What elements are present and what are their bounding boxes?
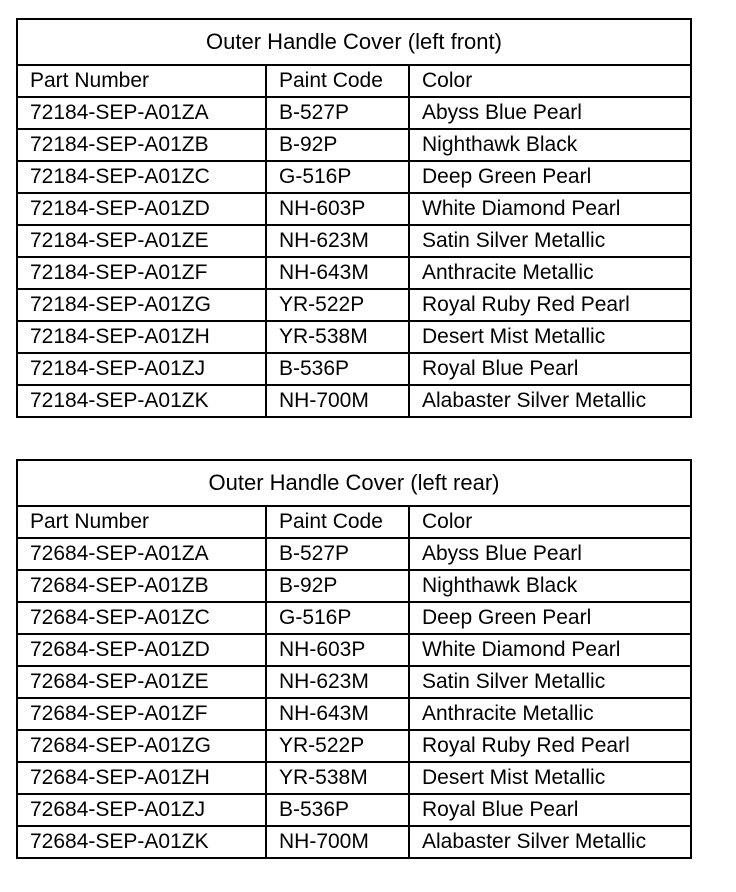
paint-code-cell: YR-538M [266,762,409,794]
paint-code-cell: YR-522P [266,730,409,762]
table-row [17,385,691,417]
table-row [17,321,691,353]
color-cell: Desert Mist Metallic [409,321,691,353]
part-number-cell: 72184-SEP-A01ZF [17,257,266,289]
table-row [17,602,691,634]
column-header-paint-code: Paint Code [266,506,409,538]
color-cell: White Diamond Pearl [409,634,691,666]
paint-code-cell: NH-643M [266,698,409,730]
color-cell: Deep Green Pearl [409,602,691,634]
table-row [17,225,691,257]
part-number-cell: 72684-SEP-A01ZF [17,698,266,730]
color-cell: Abyss Blue Pearl [409,538,691,570]
color-cell: Deep Green Pearl [409,161,691,193]
table-title: Outer Handle Cover (left front) [17,19,691,65]
table-row [17,257,691,289]
paint-code-cell: B-536P [266,353,409,385]
color-cell: Nighthawk Black [409,570,691,602]
paint-code-cell: NH-623M [266,666,409,698]
column-header-part-number: Part Number [17,506,266,538]
paint-code-cell: NH-700M [266,826,409,858]
table-row [17,730,691,762]
color-cell: Alabaster Silver Metallic [409,826,691,858]
paint-code-cell: B-527P [266,97,409,129]
table-row [17,538,691,570]
part-number-cell: 72184-SEP-A01ZH [17,321,266,353]
color-cell: Royal Blue Pearl [409,794,691,826]
part-number-cell: 72684-SEP-A01ZD [17,634,266,666]
color-cell: Anthracite Metallic [409,698,691,730]
table-row [17,289,691,321]
column-header-color: Color [409,506,691,538]
part-number-cell: 72184-SEP-A01ZD [17,193,266,225]
column-header-row [17,65,691,97]
paint-code-cell: NH-643M [266,257,409,289]
part-number-cell: 72184-SEP-A01ZB [17,129,266,161]
part-number-cell: 72684-SEP-A01ZJ [17,794,266,826]
table-row [17,97,691,129]
column-header-part-number: Part Number [17,65,266,97]
table-row [17,570,691,602]
column-header-color: Color [409,65,691,97]
table-row [17,634,691,666]
paint-code-cell: NH-603P [266,634,409,666]
paint-code-cell: YR-522P [266,289,409,321]
color-cell: Anthracite Metallic [409,257,691,289]
part-number-cell: 72684-SEP-A01ZC [17,602,266,634]
part-number-cell: 72184-SEP-A01ZK [17,385,266,417]
part-number-cell: 72684-SEP-A01ZE [17,666,266,698]
paint-code-cell: B-536P [266,794,409,826]
color-cell: Alabaster Silver Metallic [409,385,691,417]
table-row [17,794,691,826]
part-number-cell: 72684-SEP-A01ZH [17,762,266,794]
part-number-cell: 72184-SEP-A01ZE [17,225,266,257]
part-number-cell: 72184-SEP-A01ZG [17,289,266,321]
table-row [17,161,691,193]
column-header-row [17,506,691,538]
table-row [17,193,691,225]
color-cell: Royal Blue Pearl [409,353,691,385]
part-number-cell: 72684-SEP-A01ZA [17,538,266,570]
table-row [17,698,691,730]
paint-code-cell: B-92P [266,570,409,602]
color-cell: Abyss Blue Pearl [409,97,691,129]
part-number-cell: 72684-SEP-A01ZK [17,826,266,858]
table-row [17,666,691,698]
color-cell: White Diamond Pearl [409,193,691,225]
paint-code-cell: YR-538M [266,321,409,353]
paint-code-cell: NH-603P [266,193,409,225]
table-row [17,826,691,858]
color-cell: Nighthawk Black [409,129,691,161]
part-number-cell: 72684-SEP-A01ZB [17,570,266,602]
part-number-cell: 72184-SEP-A01ZC [17,161,266,193]
paint-code-cell: B-92P [266,129,409,161]
paint-code-cell: NH-623M [266,225,409,257]
column-header-paint-code: Paint Code [266,65,409,97]
table-row [17,353,691,385]
color-cell: Royal Ruby Red Pearl [409,289,691,321]
paint-code-cell: G-516P [266,161,409,193]
color-cell: Royal Ruby Red Pearl [409,730,691,762]
part-number-cell: 72684-SEP-A01ZG [17,730,266,762]
table-row [17,762,691,794]
parts-table-left-front [16,18,692,418]
parts-table-left-rear [16,459,692,859]
color-cell: Satin Silver Metallic [409,225,691,257]
table-row [17,129,691,161]
color-cell: Satin Silver Metallic [409,666,691,698]
table-title: Outer Handle Cover (left rear) [17,460,691,506]
paint-code-cell: G-516P [266,602,409,634]
paint-code-cell: NH-700M [266,385,409,417]
part-number-cell: 72184-SEP-A01ZJ [17,353,266,385]
part-number-cell: 72184-SEP-A01ZA [17,97,266,129]
paint-code-cell: B-527P [266,538,409,570]
color-cell: Desert Mist Metallic [409,762,691,794]
